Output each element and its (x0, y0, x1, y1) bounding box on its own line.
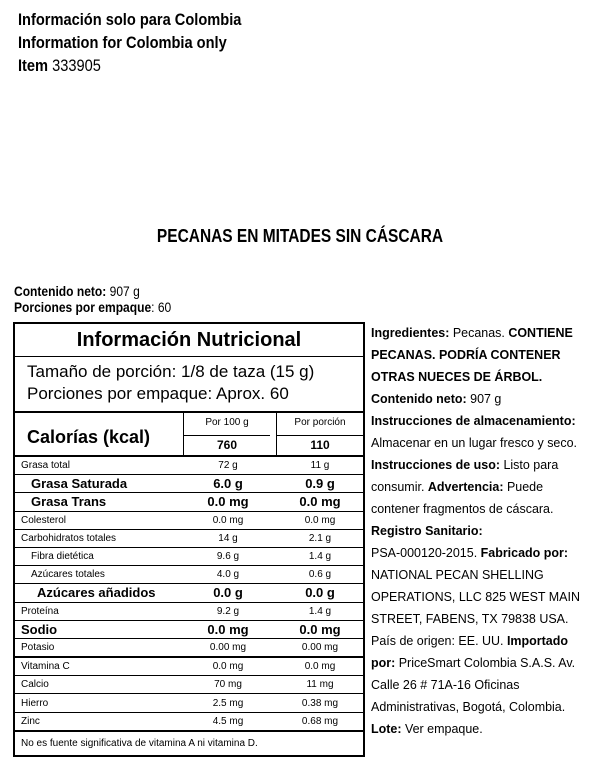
nutrient-row (15, 639, 363, 658)
allergen-warning: CONTIENE PECANAS. PODRÍA CONTENER OTRAS NUECES DE ÁRBOL. (371, 325, 573, 384)
calories-per-portion: 110 (277, 435, 363, 455)
value-100g: 4.0 g (216, 569, 240, 581)
item-number: 333905 (52, 56, 101, 75)
ingredients-text: Pecanas. (449, 325, 509, 340)
servings-value: : 60 (151, 299, 172, 315)
manufacturer-text: NATIONAL PECAN SHELLING OPERATIONS, LLC 825 WEST MAIN STREET, FABENS, TX 79838 USA. (371, 567, 580, 626)
net-content-value: 907 g (466, 391, 502, 406)
value-100g: 14 g (218, 532, 238, 544)
servings-per-container: Porciones por empaque: Aprox. 60 (27, 384, 289, 403)
serving-info (15, 357, 363, 413)
nutrient-label: Potasio (21, 641, 55, 653)
per-portion-column (276, 413, 363, 455)
nutrient-label: Grasa Saturada (31, 476, 128, 492)
facts-title: Información Nutricional (15, 324, 363, 357)
importer-label: Importado por: (371, 633, 568, 670)
item-number-line (18, 54, 241, 77)
nutrient-label: Zinc (21, 715, 40, 727)
per-100g-column (183, 413, 270, 455)
nutrient-label: Vitamina C (21, 661, 70, 673)
calories-label: Calorías (kcal) (27, 427, 151, 447)
item-label: Item (18, 56, 49, 75)
nutrient-row (15, 566, 363, 584)
value-portion: 0.6 g (308, 569, 332, 581)
nutrient-row (15, 658, 363, 676)
importer-text: PriceSmart Colombia S.A.S. Av. Calle 26 # 71A-16 Oficinas Administrativas, Bogotá, Colombia. (371, 655, 576, 714)
nutrient-row (15, 694, 363, 712)
nutrient-row (15, 475, 363, 493)
ingredients-label: Ingredientes: (371, 325, 450, 340)
value-portion: 0.0 mg (304, 661, 336, 673)
nutrient-row (15, 530, 363, 548)
nutrient-label: Grasa Trans (31, 494, 107, 510)
net-content-label: Contenido neto: (371, 391, 467, 406)
value-portion: 11 g (310, 460, 330, 472)
net-content-label: Contenido neto: (14, 283, 107, 299)
nutrient-label: Azúcares añadidos (37, 585, 156, 601)
nutrition-facts-table (13, 322, 365, 757)
lot-text: Ver empaque. (401, 721, 483, 736)
storage-text: Almacenar en un lugar fresco y seco. (371, 435, 578, 450)
value-portion: 0.38 mg (301, 697, 339, 709)
origin-text: País de origen: EE. UU. (371, 633, 507, 648)
value-portion: 0.0 mg (304, 514, 336, 526)
nutrient-row (15, 713, 363, 732)
warning-text: Puede contener fragmentos de cáscara. (371, 479, 554, 516)
nutrient-row (15, 603, 363, 621)
product-title: PECANAS EN MITADES SIN CÁSCARA (156, 226, 444, 246)
manufacturer-label: Fabricado por: (480, 545, 569, 560)
nutrient-row (15, 457, 363, 475)
nutrient-row (15, 493, 363, 511)
per-100g-header: Por 100 g (205, 417, 249, 428)
per-portion-header: Por porción (294, 417, 346, 428)
calories-per-100g: 760 (184, 435, 270, 455)
value-100g: 0.0 mg (207, 494, 249, 510)
warning-label: Advertencia: (427, 479, 504, 494)
value-100g: 0.0 mg (207, 621, 249, 637)
value-100g: 0.0 g (213, 585, 243, 601)
storage-label: Instrucciones de almacenamiento: (371, 413, 576, 428)
value-100g: 4.5 mg (212, 715, 244, 727)
header-line-colombia: Información solo para Colombia (18, 10, 242, 29)
value-100g: 6.0 g (213, 476, 243, 492)
value-100g: 0.00 mg (209, 641, 247, 653)
calories-row (15, 413, 363, 457)
value-100g: 2.5 mg (212, 697, 244, 709)
nutrient-row (15, 676, 363, 694)
value-100g: 0.0 mg (212, 661, 244, 673)
value-portion: 0.0 g (305, 585, 335, 601)
nutrient-label: Hierro (21, 697, 49, 709)
net-content-block (14, 283, 171, 315)
value-100g: 0.0 mg (212, 514, 244, 526)
nutrient-label: Calcio (21, 679, 49, 691)
value-100g: 70 mg (214, 679, 242, 691)
nutrient-row (15, 621, 363, 639)
value-portion: 1.4 g (308, 551, 332, 563)
value-portion: 0.0 mg (299, 621, 341, 637)
lot-label: Lote: (371, 721, 402, 736)
value-portion: 0.00 mg (301, 641, 339, 653)
value-portion: 0.0 mg (299, 494, 341, 510)
value-100g: 72 g (218, 460, 238, 472)
serving-size: Tamaño de porción: 1/8 de taza (15 g) (27, 362, 315, 381)
net-content-value: 907 g (109, 283, 140, 299)
nutrient-label: Colesterol (21, 514, 67, 526)
nutrient-row (15, 548, 363, 566)
nutrient-label: Carbohidratos totales (21, 532, 117, 544)
nutrient-label: Azúcares totales (31, 569, 105, 581)
value-portion: 1.4 g (308, 605, 332, 617)
nutrient-label: Grasa total (21, 460, 70, 472)
value-portion: 2.1 g (308, 532, 332, 544)
registry-value: PSA-000120-2015. (371, 545, 481, 560)
value-portion: 0.68 mg (301, 715, 339, 727)
header-block (18, 8, 241, 77)
label-info-column (371, 322, 584, 740)
nutrient-label: Proteína (21, 605, 59, 617)
nutrient-label: Sodio (21, 621, 58, 637)
nutrient-row (15, 584, 363, 602)
value-portion: 0.9 g (305, 476, 335, 492)
servings-label: Porciones por empaque (14, 299, 152, 315)
value-portion: 11 mg (306, 679, 334, 691)
nutrient-row (15, 512, 363, 530)
usage-text: Listo para consumir. (371, 457, 559, 494)
value-100g: 9.6 g (216, 551, 240, 563)
facts-footnote: No es fuente significativa de vitamina A ni vitamina D. (21, 737, 258, 749)
usage-label: Instrucciones de uso: (371, 457, 500, 472)
registry-label: Registro Sanitario: (371, 523, 483, 538)
header-line-english: Information for Colombia only (18, 33, 227, 52)
value-100g: 9.2 g (216, 605, 240, 617)
nutrient-label: Fibra dietética (31, 551, 94, 563)
